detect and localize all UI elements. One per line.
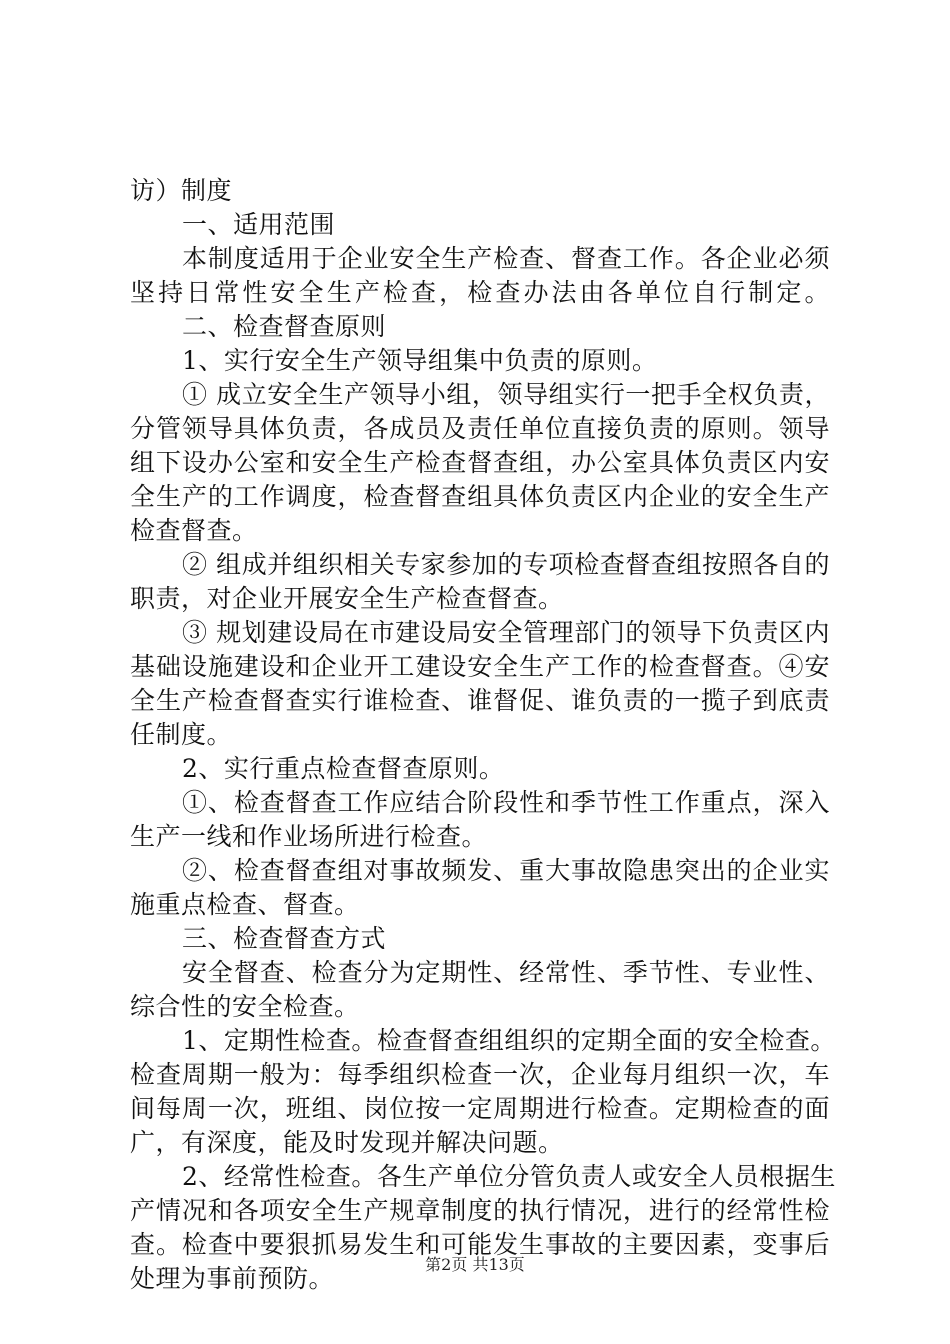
text-line: 分管领导具体负责，各成员及责任单位直接负责的原则。领导: [130, 414, 830, 443]
text-line: 间每周一次，班组、岗位按一定周期进行检查。定期检查的面: [130, 1094, 830, 1123]
text-line: 坚持日常性安全生产检查，检查办法由各单位自行制定。: [130, 278, 830, 307]
text-line: 广，有深度，能及时发现并解决问题。: [130, 1128, 564, 1157]
section-heading-scope: 一、适用范围: [182, 210, 336, 239]
document-body: [130, 174, 836, 1296]
text-line: 基础设施建设和企业开工建设安全生产工作的检查督查。④安: [130, 652, 830, 681]
section-heading-methods: 三、检查督查方式: [182, 924, 387, 953]
text-line: ③ 规划建设局在市建设局安全管理部门的领导下负责区内: [182, 618, 830, 647]
text-line: 施重点检查、督查。: [130, 890, 360, 919]
text-line: ①、检查督查工作应结合阶段性和季节性工作重点，深入: [182, 788, 830, 817]
text-line: 组下设办公室和安全生产检查督查组，办公室具体负责区内安: [130, 448, 830, 477]
text-line: 2、实行重点检查督查原则。: [182, 754, 505, 783]
text-line: 2、经常性检查。各生产单位分管负责人或安全人员根据生: [182, 1162, 836, 1191]
text-line: 全生产检查督查实行谁检查、谁督促、谁负责的一揽子到底责: [130, 686, 830, 715]
text-line: 检查周期一般为：每季组织检查一次，企业每月组织一次，车: [130, 1060, 830, 1089]
text-line: 处理为事前预防。: [130, 1264, 335, 1293]
text-line: 1、实行安全生产领导组集中负责的原则。: [182, 346, 658, 375]
text-line: ① 成立安全生产领导小组，领导组实行一把手全权负责，: [182, 380, 830, 409]
text-line: 生产一线和作业场所进行检查。: [130, 822, 488, 851]
text-line: 产情况和各项安全生产规章制度的执行情况，进行的经常性检: [130, 1196, 830, 1225]
text-line: 职责，对企业开展安全生产检查督查。: [130, 584, 564, 613]
text-line: 任制度。: [130, 720, 233, 749]
page-number-footer: 第2页 共13页: [425, 1255, 525, 1274]
text-line: 全生产的工作调度，检查督查组具体负责区内企业的安全生产: [130, 482, 830, 511]
text-line: ② 组成并组织相关专家参加的专项检查督查组按照各自的: [182, 550, 830, 579]
text-line: 安全督查、检查分为定期性、经常性、季节性、专业性、: [182, 958, 830, 987]
text-line: 综合性的安全检查。: [130, 992, 360, 1021]
text-line: 1、定期性检查。检查督查组组织的定期全面的安全检查。: [182, 1026, 836, 1055]
text-line: 查。检查中要狠抓易发生和可能发生事故的主要因素，变事后: [130, 1230, 830, 1259]
section-heading-principles: 二、检查督查原则: [182, 312, 387, 341]
text-line: 访）制度: [130, 176, 233, 205]
text-line: 检查督查。: [130, 516, 258, 545]
text-line: 本制度适用于企业安全生产检查、督查工作。各企业必须: [182, 244, 830, 273]
text-line: ②、检查督查组对事故频发、重大事故隐患突出的企业实: [182, 856, 830, 885]
